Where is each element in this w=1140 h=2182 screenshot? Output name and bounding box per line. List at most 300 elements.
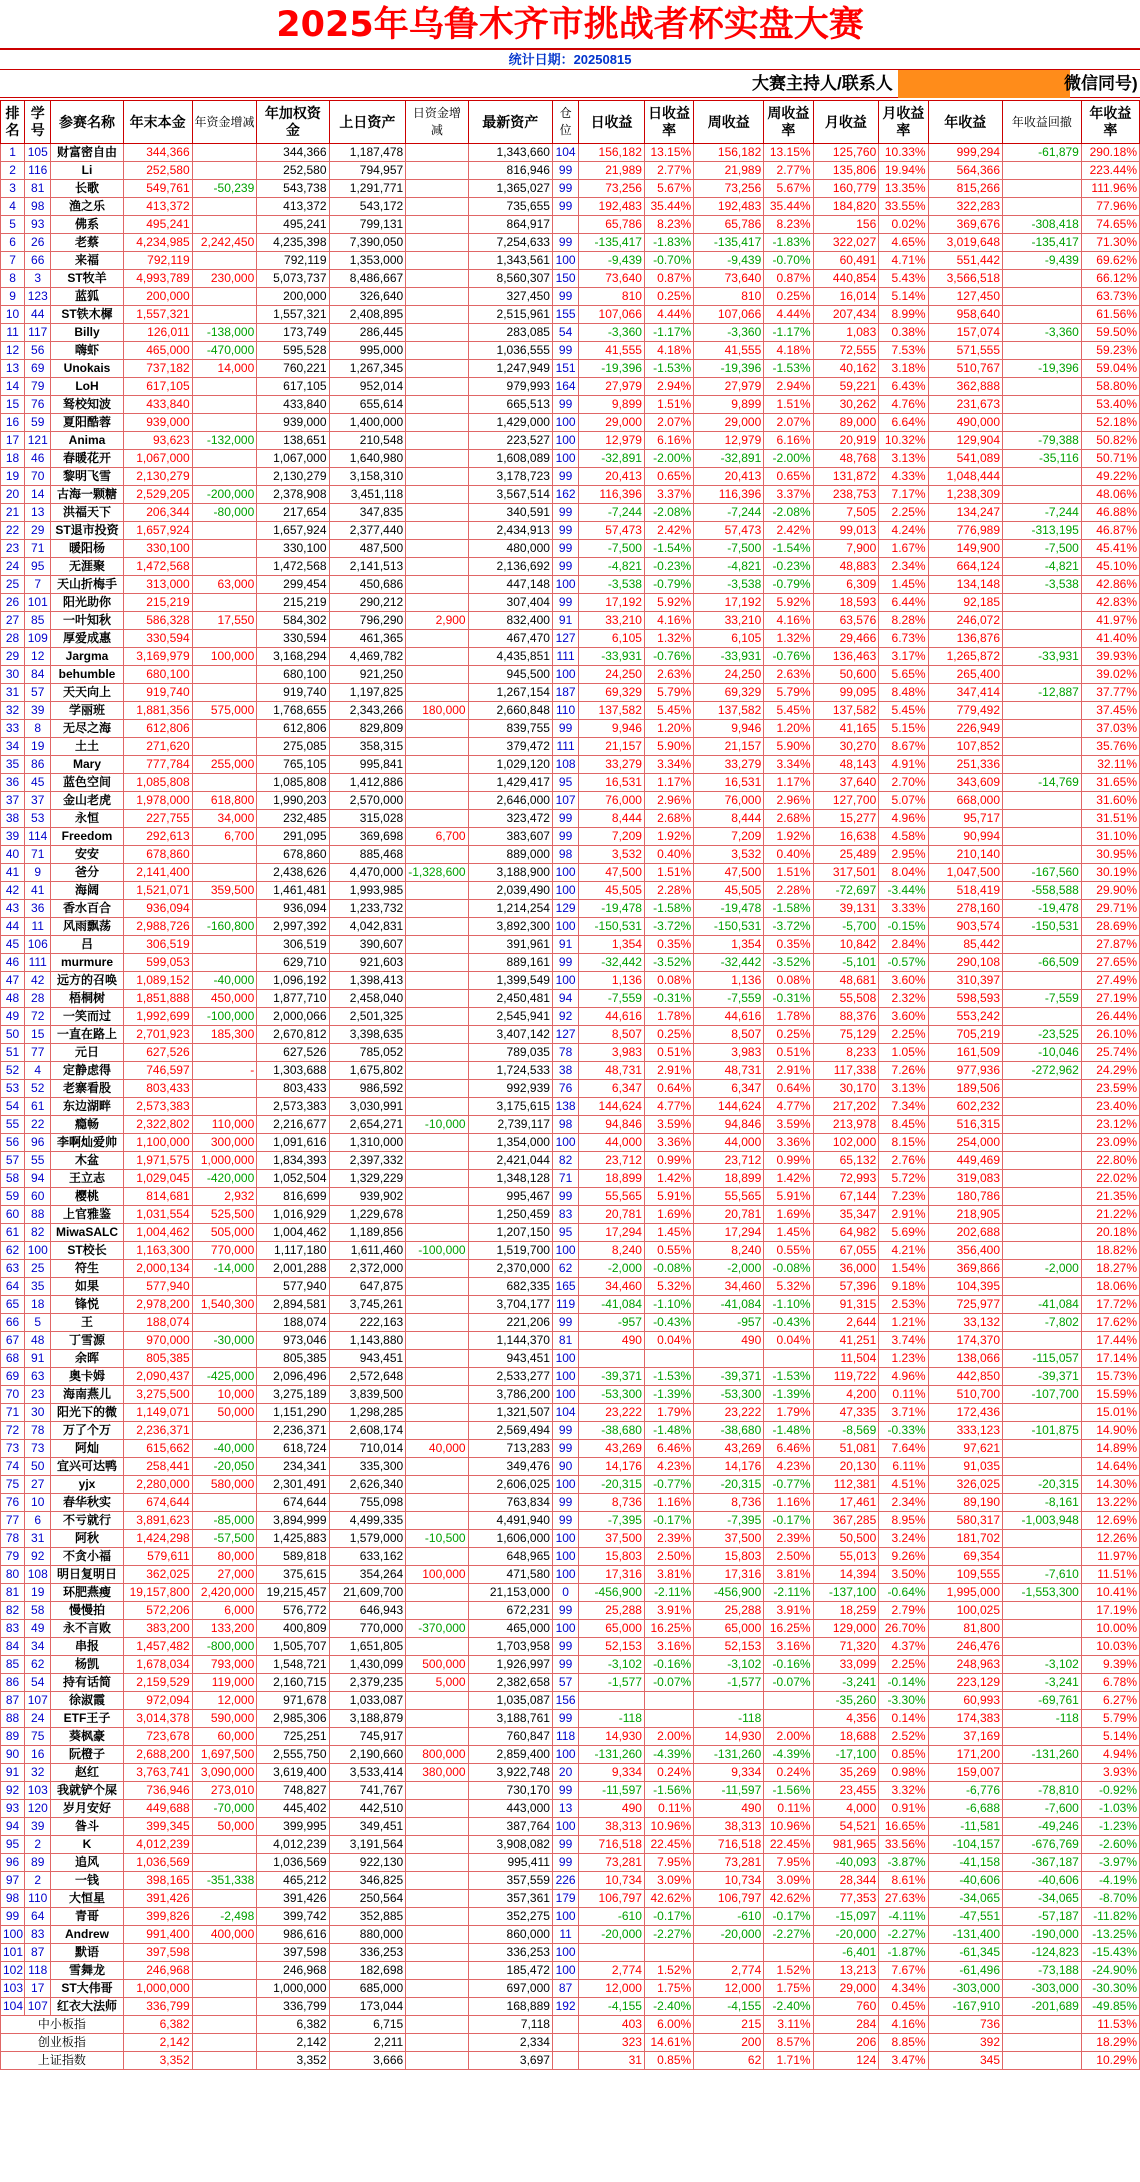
table-cell: -131,400 [928,1926,1002,1944]
table-cell: 42.83% [1081,594,1139,612]
table-cell: 919,740 [257,684,329,702]
table-cell: 17,294 [694,1224,764,1242]
table-cell: 500,000 [406,1656,468,1674]
table-cell: 72 [25,1008,51,1026]
table-cell [406,234,468,252]
table-cell: 30,270 [813,738,879,756]
table-cell: -32,891 [579,450,645,468]
table-cell: ST退市投资 [51,522,123,540]
table-cell [406,1278,468,1296]
table-cell: 17.72% [1081,1296,1139,1314]
table-cell: 28.69% [1081,918,1139,936]
table-cell: 403 [579,2016,645,2034]
table-cell [1003,1008,1082,1026]
table-cell: 2,572,648 [329,1368,406,1386]
table-cell: 1,505,707 [257,1638,329,1656]
table-cell: 832,400 [468,612,552,630]
table-cell: -200,000 [192,486,257,504]
table-cell [406,1494,468,1512]
table-cell: 602,232 [928,1098,1002,1116]
table-cell: 学丽班 [51,702,123,720]
table-cell: -0.07% [764,1674,813,1692]
table-cell: 271,620 [123,738,192,756]
table-cell: 44 [25,306,51,324]
table-cell: 3.32% [879,1782,928,1800]
table-cell [1003,1080,1082,1098]
table-cell [406,1944,468,1962]
table-cell: 22 [25,1116,51,1134]
table-cell: 24 [1,558,25,576]
table-cell: 李啊灿爱帅 [51,1134,123,1152]
table-cell: -40,606 [1003,1872,1082,1890]
table-cell [406,1710,468,1728]
table-cell: 215,219 [257,594,329,612]
table-cell: 713,283 [468,1440,552,1458]
table-cell: 1 [1,144,25,162]
table-cell: 156,182 [694,144,764,162]
table-cell: 2,382,658 [468,1674,552,1692]
table-cell: 2,334 [468,2034,552,2052]
table-cell: 1.69% [764,1206,813,1224]
table-cell: 69 [25,360,51,378]
redaction-block [898,70,1070,98]
table-cell: 蓝色空间 [51,774,123,792]
table-cell: 40,000 [406,1440,468,1458]
table-cell [192,864,257,882]
table-cell: 4,435,851 [468,648,552,666]
table-cell: 22.45% [764,1836,813,1854]
table-cell: 192,483 [579,198,645,216]
table-cell: -7,559 [1003,990,1082,1008]
table-cell: 35.44% [764,198,813,216]
table-cell: -34,065 [928,1890,1002,1908]
table-cell: 8.67% [879,738,928,756]
table-cell: 160,779 [813,180,879,198]
table-cell: 299,454 [257,576,329,594]
table-row [1,954,1140,972]
table-cell: 922,130 [329,1854,406,1872]
table-row [1,396,1140,414]
table-cell: 69,329 [579,684,645,702]
table-cell: 4.21% [879,1242,928,1260]
table-cell: 4,499,335 [329,1512,406,1530]
table-cell: -367,187 [1003,1854,1082,1872]
table-cell: 1.21% [879,1314,928,1332]
table-cell: 60,993 [928,1692,1002,1710]
table-cell: 306,519 [257,936,329,954]
table-cell: 35 [25,1278,51,1296]
table-cell: 持有话简 [51,1674,123,1692]
table-cell: 525,500 [192,1206,257,1224]
table-cell: 28 [25,990,51,1008]
table-cell: 65,000 [579,1620,645,1638]
table-cell: 71 [25,846,51,864]
table-cell [192,252,257,270]
table-cell: 88 [1,1710,25,1728]
table-cell: 23,222 [694,1404,764,1422]
table-cell: 安安 [51,846,123,864]
table-cell: 995,411 [468,1854,552,1872]
table-cell: 7.34% [879,1098,928,1116]
table-cell: 95 [552,774,578,792]
table-cell: 2.52% [879,1728,928,1746]
table-cell: 655,614 [329,396,406,414]
table-cell: 200,000 [123,288,192,306]
table-cell: 无尽之海 [51,720,123,738]
table-cell: 4.51% [879,1476,928,1494]
table-cell [406,684,468,702]
table-cell: 1,851,888 [123,990,192,1008]
column-header: 年末本金 [123,101,192,144]
table-cell: 73,256 [579,180,645,198]
table-cell: 664,124 [928,558,1002,576]
table-cell: 31.10% [1081,828,1139,846]
table-cell: 2,301,491 [257,1476,329,1494]
table-cell: 345 [928,2052,1002,2070]
table-cell: 3,532 [579,846,645,864]
table-cell: 5.90% [764,738,813,756]
table-cell: 63,000 [192,576,257,594]
table-cell: 3,763,741 [123,1764,192,1782]
table-cell: 20,413 [694,468,764,486]
table-cell: -11,581 [928,1818,1002,1836]
table-cell: 100 [552,1134,578,1152]
table-cell: 2.00% [644,1728,693,1746]
table-cell: 6.11% [879,1458,928,1476]
table-cell: 697,000 [468,1980,552,1998]
table-cell: 0.25% [764,1026,813,1044]
table-cell: 3,839,500 [329,1386,406,1404]
table-cell: 6.00% [644,2016,693,2034]
table-cell: 7.67% [879,1962,928,1980]
table-cell: 金山老虎 [51,792,123,810]
table-cell: 710,014 [329,1440,406,1458]
table-cell: 64,982 [813,1224,879,1242]
table-cell: 27.49% [1081,972,1139,990]
table-cell: 0.51% [764,1044,813,1062]
table-cell: 29.90% [1081,882,1139,900]
table-cell: 44,000 [579,1134,645,1152]
table-cell: 2.39% [644,1530,693,1548]
table-cell: -7,395 [694,1512,764,1530]
table-cell: 20,781 [579,1206,645,1224]
table-cell: 17.19% [1081,1602,1139,1620]
table-cell: 定静虑得 [51,1062,123,1080]
table-cell: 35.76% [1081,738,1139,756]
table-cell: 357,361 [468,1890,552,1908]
table-cell: 903,574 [928,918,1002,936]
table-cell: 313,000 [123,576,192,594]
table-cell: 9,946 [694,720,764,738]
table-cell: 3.36% [764,1134,813,1152]
table-cell: -3,102 [1003,1656,1082,1674]
table-cell: -9,439 [694,252,764,270]
table-cell: -1.53% [644,360,693,378]
table-cell: 96 [25,1134,51,1152]
table-cell [1003,1440,1082,1458]
table-row [1,162,1140,180]
table-row [1,1620,1140,1638]
table-cell: 27.63% [879,1890,928,1908]
table-cell: 3.59% [764,1116,813,1134]
table-cell: 1,310,000 [329,1134,406,1152]
table-cell: 22.80% [1081,1152,1139,1170]
table-cell: 755,098 [329,1494,406,1512]
table-row [1,756,1140,774]
table-cell: -132,000 [192,432,257,450]
table-cell [406,1638,468,1656]
table-cell: 340,591 [468,504,552,522]
table-cell: -3.72% [644,918,693,936]
table-cell: 55,508 [813,990,879,1008]
table-cell: 100 [25,1242,51,1260]
table-cell [406,450,468,468]
table-cell: 326,025 [928,1476,1002,1494]
table-cell: 2,141,400 [123,864,192,882]
table-row [1,1908,1140,1926]
table-cell: 322,027 [813,234,879,252]
table-cell: 226 [552,1872,578,1890]
table-cell: 24,250 [694,666,764,684]
table-cell: 29,000 [813,1980,879,1998]
table-cell: 0.24% [764,1764,813,1782]
table-cell: 6,309 [813,576,879,594]
table-cell: 572,206 [123,1602,192,1620]
table-cell [406,360,468,378]
table-cell: 465,212 [257,1872,329,1890]
table-cell: 38 [552,1062,578,1080]
table-cell: 30,262 [813,396,879,414]
table-cell: 192 [552,1998,578,2016]
table-cell: 95 [552,1224,578,1242]
table-cell: 7.64% [879,1440,928,1458]
table-cell: 37,500 [579,1530,645,1548]
table-cell [406,504,468,522]
table-row [1,828,1140,846]
table-cell: 2.94% [644,378,693,396]
table-cell: -7,244 [1003,504,1082,522]
table-cell: 231,673 [928,396,1002,414]
table-cell: -50,239 [192,180,257,198]
table-cell: 1.75% [644,1980,693,1998]
table-row [1,234,1140,252]
table-cell: MiwaSALC [51,1224,123,1242]
table-cell: 57 [552,1674,578,1692]
table-cell: 117,338 [813,1062,879,1080]
table-cell: Freedom [51,828,123,846]
table-cell: 99 [552,1188,578,1206]
table-cell: 234,341 [257,1458,329,1476]
table-cell: 杨凯 [51,1656,123,1674]
table-cell: 2,438,626 [257,864,329,882]
table-cell [764,1944,813,1962]
table-cell: 3.36% [644,1134,693,1152]
table-cell: 41.40% [1081,630,1139,648]
table-cell: 943,451 [329,1350,406,1368]
table-cell: -14,769 [1003,774,1082,792]
column-header: 日资金增减 [406,101,468,144]
table-cell: 111 [552,648,578,666]
table-cell: 1,978,000 [123,792,192,810]
table-cell: -0.31% [644,990,693,1008]
table-cell: -1.39% [644,1386,693,1404]
table-cell [406,900,468,918]
table-cell: 1,472,568 [257,558,329,576]
table-cell: 23,222 [579,1404,645,1422]
table-cell: 18.29% [1081,2034,1139,2052]
table-cell: 1,029,120 [468,756,552,774]
table-cell: 2.25% [879,1026,928,1044]
table-cell: 2.70% [879,774,928,792]
table-cell: -1,003,948 [1003,1512,1082,1530]
table-cell: 2.91% [879,1206,928,1224]
table-cell: -4.39% [644,1746,693,1764]
table-cell: 1.16% [644,1494,693,1512]
table-cell: 149,900 [928,540,1002,558]
table-cell: 5.90% [644,738,693,756]
table-cell: 4,012,239 [123,1836,192,1854]
table-cell: 6,715 [329,2016,406,2034]
table-cell: -15,097 [813,1908,879,1926]
table-cell [1003,972,1082,990]
table-cell: 736 [928,2016,1002,2034]
table-cell: 2,985,306 [257,1710,329,1728]
table-cell: -57,187 [1003,1908,1082,1926]
table-cell: 83 [552,1206,578,1224]
table-cell: -107,700 [1003,1386,1082,1404]
table-cell: -19,478 [1003,900,1082,918]
table-cell: 584,302 [257,612,329,630]
table-cell [406,1134,468,1152]
table-cell: 1,000,000 [123,1980,192,1998]
ranking-table [0,100,1140,2070]
table-cell: -4,155 [579,1998,645,2016]
table-cell: 92 [1,1782,25,1800]
table-cell: 2.53% [879,1296,928,1314]
table-cell: 1,353,000 [329,252,406,270]
table-cell: -1.56% [644,1782,693,1800]
table-cell: 792,119 [257,252,329,270]
table-cell [406,792,468,810]
table-cell: 347,835 [329,504,406,522]
table-cell: 3.50% [879,1566,928,1584]
table-cell: 1,031,554 [123,1206,192,1224]
table-cell: 8.23% [644,216,693,234]
table-cell: 0.65% [764,468,813,486]
table-cell: 4,993,789 [123,270,192,288]
table-cell: 327,450 [468,288,552,306]
table-cell: 0.25% [644,1026,693,1044]
table-cell: 3.37% [764,486,813,504]
table-row [1,972,1140,990]
column-header: 月收益率 [879,101,928,144]
table-cell: 43 [1,900,25,918]
table-cell: -1.56% [764,1782,813,1800]
table-cell: 104 [552,144,578,162]
table-cell: 4,470,000 [329,864,406,882]
table-cell: 6.44% [879,594,928,612]
table-cell: 1,136 [579,972,645,990]
table-cell: 10,842 [813,936,879,954]
table-cell: 2.84% [879,936,928,954]
table-cell: 93 [25,216,51,234]
table-cell: 天山折梅手 [51,576,123,594]
table-cell: 2.63% [764,666,813,684]
table-cell: 6.27% [1081,1692,1139,1710]
table-cell: 8,240 [579,1242,645,1260]
table-row [1,1710,1140,1728]
table-cell: 1,267,154 [468,684,552,702]
table-cell: 75 [1,1476,25,1494]
table-cell: 3.13% [879,450,928,468]
table-cell: 65,786 [694,216,764,234]
table-cell: 1,052,504 [257,1170,329,1188]
table-cell: 50,000 [192,1404,257,1422]
table-cell: 1,083 [813,324,879,342]
table-cell: 716,518 [694,1836,764,1854]
table-cell [579,1350,645,1368]
table-cell: -49.85% [1081,1998,1139,2016]
table-row [1,1638,1140,1656]
table-cell: 嗨虾 [51,342,123,360]
table-cell: 943,451 [468,1350,552,1368]
table-cell: -11.82% [1081,1908,1139,1926]
table-cell: 120 [25,1800,51,1818]
table-cell: 682,335 [468,1278,552,1296]
table-row [1,1080,1140,1098]
table-cell: 741,767 [329,1782,406,1800]
table-cell: 100 [552,1476,578,1494]
table-cell: 716,518 [579,1836,645,1854]
table-cell [192,1890,257,1908]
table-cell: -7,500 [694,540,764,558]
table-cell: -470,000 [192,342,257,360]
table-cell: -7,802 [1003,1314,1082,1332]
table-cell: -30,000 [192,1332,257,1350]
table-cell: -4,821 [694,558,764,576]
table-cell [192,1980,257,1998]
table-cell [1003,1224,1082,1242]
table-cell [406,270,468,288]
table-cell: 1,703,958 [468,1638,552,1656]
table-cell [406,1980,468,1998]
table-cell: 398,165 [123,1872,192,1890]
table-cell: 1.67% [879,540,928,558]
table-cell: 5.91% [764,1188,813,1206]
table-cell: 71 [1,1404,25,1422]
table-cell: 30 [25,1404,51,1422]
table-cell [1003,1098,1082,1116]
table-cell: 3.47% [879,2052,928,2070]
table-cell: 10.96% [764,1818,813,1836]
table-row [1,630,1140,648]
table-cell [406,1026,468,1044]
table-row [1,504,1140,522]
table-cell: 1.17% [764,774,813,792]
table-cell: -32,891 [694,450,764,468]
table-cell: 11 [552,1926,578,1944]
table-cell: 78 [552,1044,578,1062]
table-cell: 449,469 [928,1152,1002,1170]
table-cell: 723,678 [123,1728,192,1746]
table-cell: 99 [1,1908,25,1926]
table-cell [1003,486,1082,504]
table-cell: 977,936 [928,1062,1002,1080]
table-cell: 510,767 [928,360,1002,378]
table-cell: 37,640 [813,774,879,792]
table-cell [694,1944,764,1962]
table-cell: 59.50% [1081,324,1139,342]
